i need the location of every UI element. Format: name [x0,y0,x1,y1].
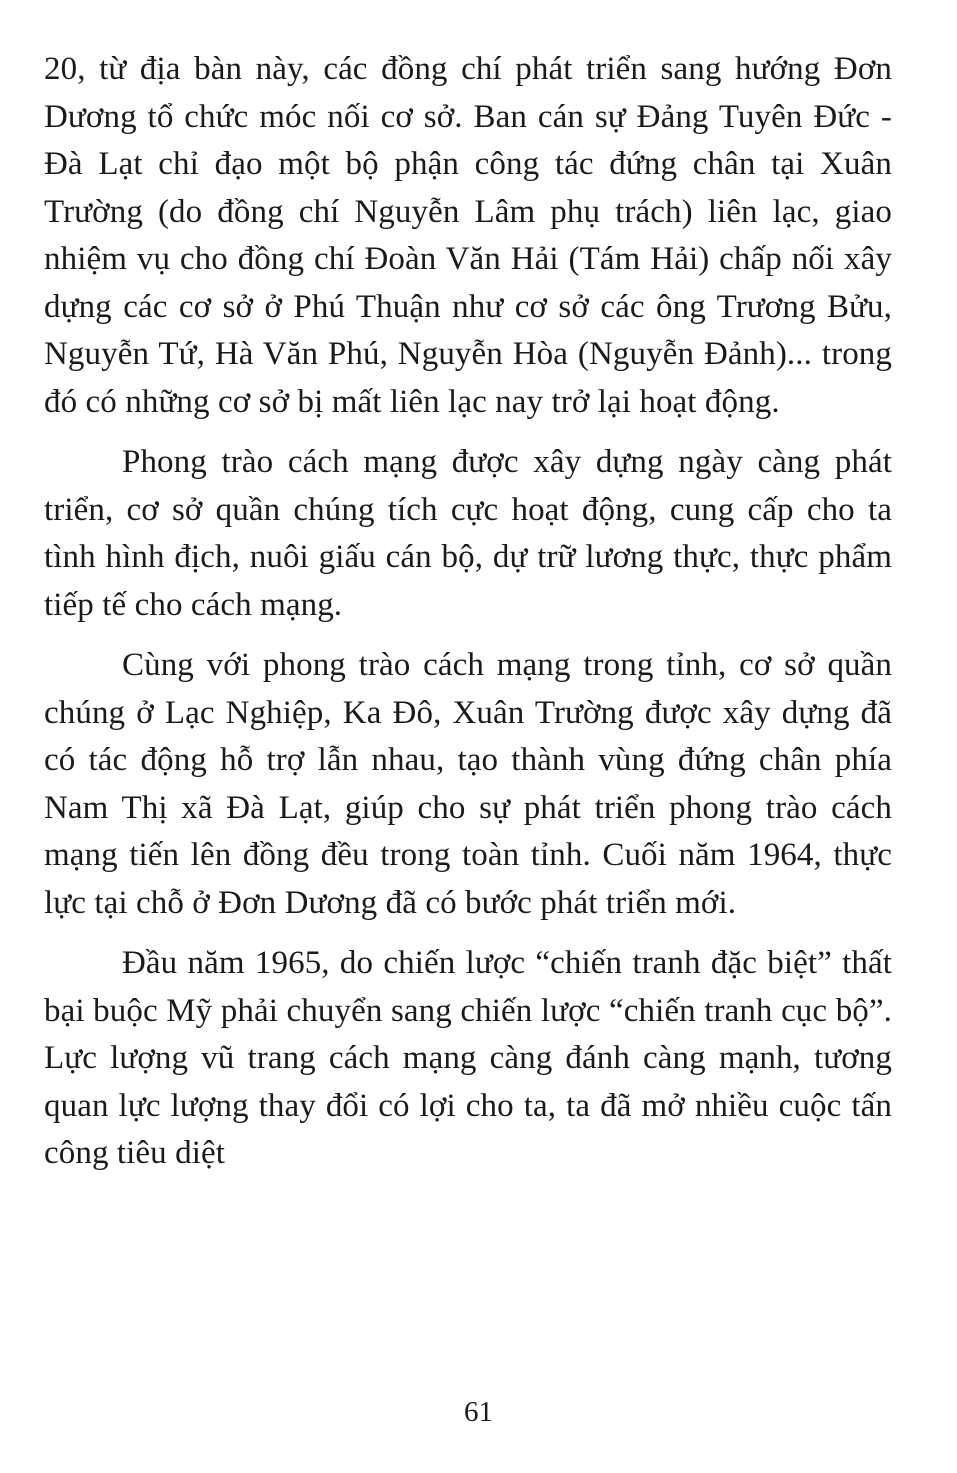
paragraph-1965: Đầu năm 1965, do chiến lược “chiến tranh đặc biệt” thất bại buộc Mỹ phải chuyển sang chiến lược “chiến tranh cục bộ”. Lực lượng vũ trang cách mạng càng đánh càng mạnh, tương quan lực lượng thay đổi có lợi cho ta, ta đã mở nhiều cuộc tấn công tiêu diệt [44,945,892,1171]
paragraph-movement: Phong trào cách mạng được xây dựng ngày càng phát triển, cơ sở quần chúng tích cực hoạt động, cung cấp cho ta tình hình địch, nuôi giấu cán bộ, dự trữ lương thực, thực phẩm tiếp tế cho cách mạng. [44,444,892,623]
paragraph-continued: 20, từ địa bàn này, các đồng chí phát triển sang hướng Đơn Dương tổ chức móc nối cơ sở. Ban cán sự Đảng Tuyên Đức - Đà Lạt chỉ đạo một bộ phận công tác đứng chân tại Xuân Trường (do đồng chí Nguyễn Lâm phụ trách) liên lạc, giao nhiệm vụ cho đồng chí Đoàn Văn Hải (Tám Hải) chấp nối xây dựng các cơ sở ở Phú Thuận như cơ sở các ông Trương Bửu, Nguyễn Tứ, Hà Văn Phú, Nguyễn Hòa (Nguyễn Đảnh)... trong đó có những cơ sở bị mất liên lạc nay trở lại hoạt động. [44,51,892,420]
page-body [44,46,892,1178]
page-number: 61 [464,1396,493,1428]
paragraph-base-area: Cùng với phong trào cách mạng trong tỉnh, cơ sở quần chúng ở Lạc Nghiệp, Ka Đô, Xuân Trường được xây dựng đã có tác động hỗ trợ lẫn nhau, tạo thành vùng đứng chân phía Nam Thị xã Đà Lạt, giúp cho sự phát triển phong trào cách mạng tiến lên đồng đều trong toàn tỉnh. Cuối năm 1964, thực lực tại chỗ ở Đơn Dương đã có bước phát triển mới. [44,647,892,921]
